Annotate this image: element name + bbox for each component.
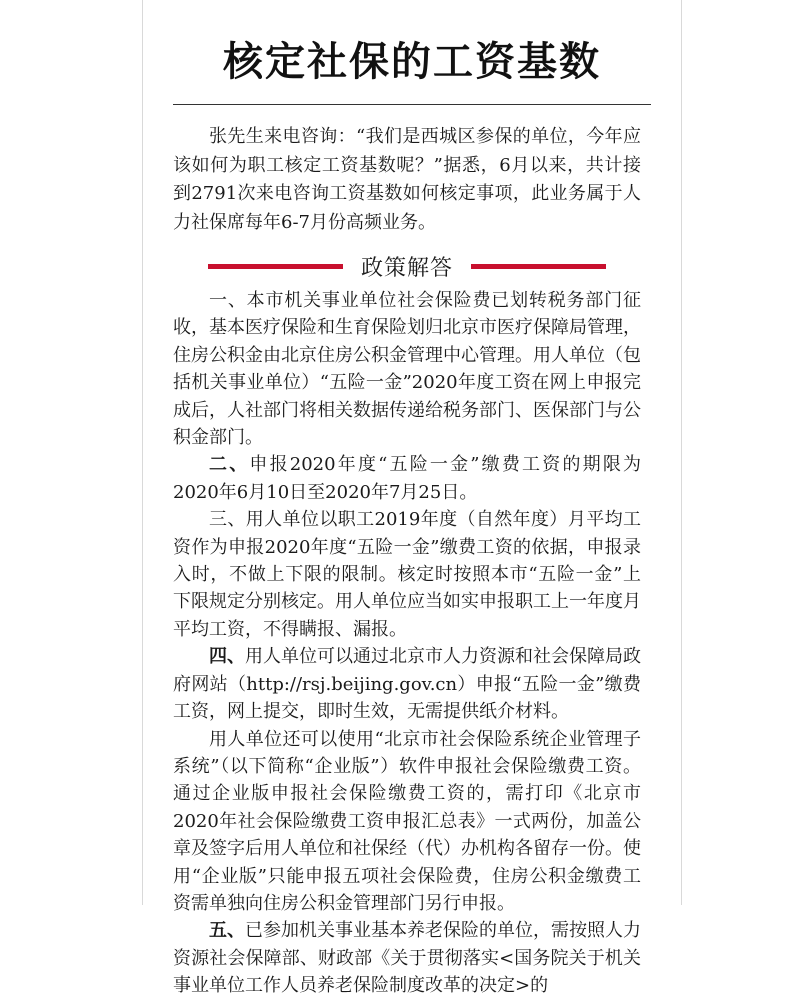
- title-divider: [173, 104, 651, 105]
- paragraph: 用人单位还可以使用“北京市社会保险系统企业管理子系统”（以下简称“企业版”）软件申报社会保险缴费工资。通过企业版申报社会保险缴费工资的，需打印《北京市2020年社会保险缴费工资申报汇总表》一式两份，加盖公章及签字后用人单位和社保经（代）办机构各留存一份。使用“企业版”只能申报五项社会保险费，住房公积金缴费工资需单独向住房公积金管理部门另行申报。: [173, 728, 641, 914]
- paragraph: 五、已参加机关事业基本养老保险的单位，需按照人力资源社会保障部、财政部《关于贯彻落实<国务院关于机关事业单位工作人员养老保险制度改革的决定>的: [173, 920, 641, 997]
- article-title: 核定社保的工资基数: [223, 39, 601, 85]
- newspaper-column: [142, 0, 682, 997]
- paragraph: 一、本市机关事业单位社会保险费已划转税务部门征收，基本医疗保险和生育保险划归北京市医疗保障局管理，住房公积金由北京住房公积金管理中心管理。用人单位（包括机关事业单位）“五险一金”2020年度工资在网上申报完成后，人社部门将相关数据传递给税务部门、医保部门与公积金部门。: [173, 290, 641, 449]
- article-body: [143, 123, 681, 1000]
- section-title: 政策解答: [360, 255, 453, 281]
- paragraph: 三、用人单位以职工2019年度（自然年度）月平均工资作为申报2020年度“五险一金”缴费工资的依据，申报录入时，不做上下限的限制。核定时按照本市“五险一金”上下限规定分别核定。用人单位应当如实申报职工上一年度月平均工资，不得瞒报、漏报。: [173, 509, 641, 640]
- paragraph: 四、用人单位可以通过北京市人力资源和社会保障局政府网站（http://rsj.beijing.gov.cn）申报“五险一金”缴费工资，网上提交，即时生效，无需提供纸介材料。: [173, 646, 641, 723]
- section-bar-left: [208, 264, 343, 269]
- article-lead: 张先生来电咨询：“我们是西城区参保的单位，今年应该如何为职工核定工资基数呢？”据悉，6月以来，共计接到2791次来电咨询工资基数如何核定事项，此业务属于人力社保席每年6-7月份高频业务。: [173, 126, 641, 233]
- section-bar-right: [471, 264, 606, 269]
- paragraph: 二、申报2020年度“五险一金”缴费工资的期限为2020年6月10日至2020年7月25日。: [173, 454, 642, 503]
- section-heading: [173, 251, 641, 281]
